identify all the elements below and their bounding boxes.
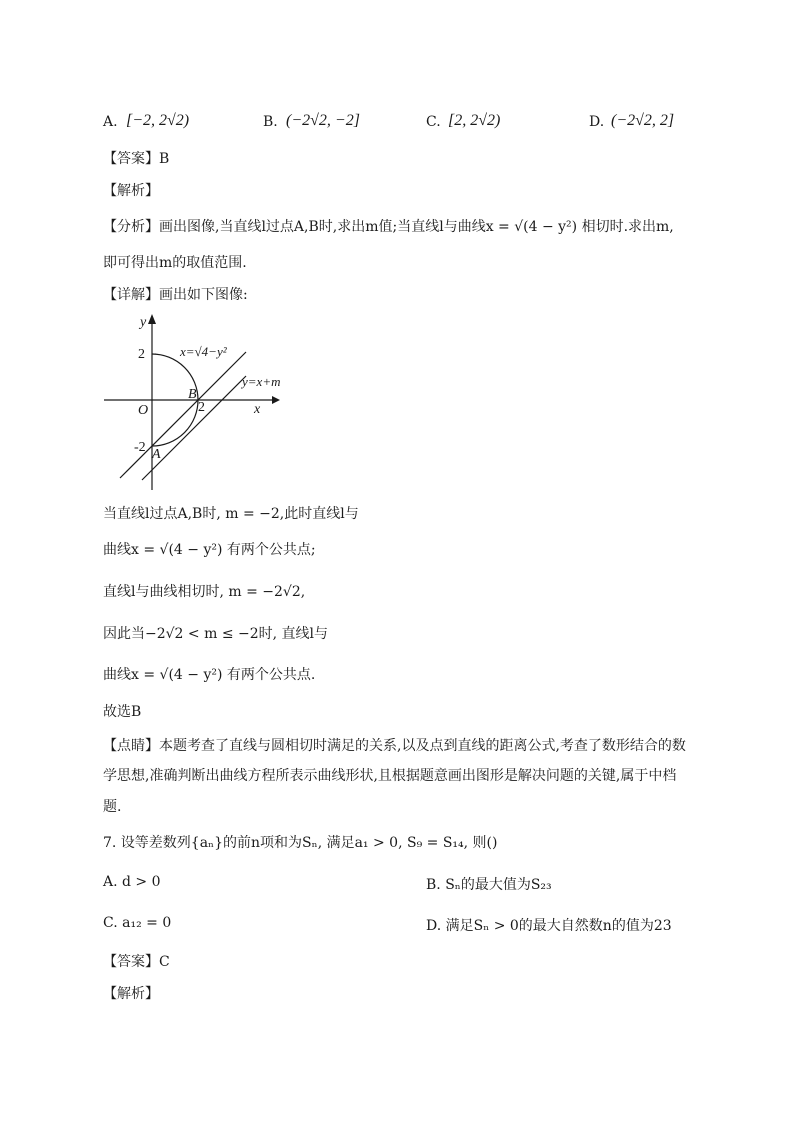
q7-option-c: C. a₁₂ = 0: [103, 915, 172, 931]
q6-fenxi-line2: 即可得出m的取值范围.: [103, 255, 247, 271]
q6-graph: [100, 310, 290, 495]
q6-option-b-value: (−2√2, −2]: [286, 112, 360, 129]
q6-xiangjie: 【详解】画出如下图像:: [103, 287, 248, 303]
label-a: A: [152, 447, 161, 462]
q6-option-b: B.: [263, 114, 278, 130]
label-curve: x=√4−y²: [180, 344, 227, 359]
q6-step4: 因此当−2√2 < m ≤ −2时, 直线l与: [103, 626, 329, 642]
q6-option-a: A.: [103, 114, 118, 130]
q6-answer: 【答案】B: [103, 151, 170, 167]
q6-dianjing-line2: 学思想,准确判断出曲线方程所表示曲线形状,且根据题意画出图形是解决问题的关键,属于中档: [103, 768, 677, 784]
x-axis-arrow: [272, 396, 280, 404]
label-b: B: [188, 387, 197, 402]
label-x-2: 2: [198, 400, 205, 415]
q6-fenxi-line1: 【分析】画出图像,当直线l过点A,B时,求出m值;当直线l与曲线x = √(4 − y²) 相切时.求出m,: [103, 219, 674, 235]
q7-answer: 【答案】C: [103, 954, 170, 970]
label-y-neg2: -2: [134, 440, 146, 455]
q6-step1: 当直线l过点A,B时, m = −2,此时直线l与: [103, 506, 359, 522]
label-y: y: [140, 315, 147, 330]
q6-dianjing-line3: 题.: [103, 799, 122, 815]
q7-analysis-title: 【解析】: [103, 986, 159, 1002]
q7-stem: 7. 设等差数列{aₙ}的前n项和为Sₙ, 满足a₁ > 0, S₉ = S₁₄, 则(): [103, 835, 498, 851]
q6-analysis-title: 【解析】: [103, 183, 159, 199]
y-axis-arrow: [148, 314, 156, 324]
q6-step5: 曲线x = √(4 − y²) 有两个公共点.: [103, 667, 316, 683]
q7-option-d: D. 满足Sₙ > 0的最大自然数n的值为23: [426, 918, 672, 934]
q6-step3: 直线l与曲线相切时, m = −2√2,: [103, 584, 306, 600]
q6-step2: 曲线x = √(4 − y²) 有两个公共点;: [103, 542, 316, 558]
q7-option-b: B. Sₙ的最大值为S₂₃: [426, 877, 552, 893]
q6-choose: 故选B: [103, 704, 142, 720]
q6-option-c: C.: [426, 114, 441, 130]
q6-option-a-value: [−2, 2√2): [126, 112, 190, 129]
label-x: x: [254, 402, 261, 417]
q6-option-c-value: [2, 2√2): [448, 112, 501, 129]
q6-dianjing-line1: 【点睛】本题考查了直线与圆相切时满足的关系,以及点到直线的距离公式,考查了数形结合的数: [103, 738, 686, 754]
label-line: y=x+m: [242, 374, 281, 389]
q7-option-a: A. d > 0: [103, 874, 161, 890]
label-origin: O: [138, 403, 149, 418]
q6-option-d: D.: [589, 114, 605, 130]
label-y-2: 2: [138, 347, 145, 362]
q6-option-d-value: (−2√2, 2]: [611, 112, 675, 129]
